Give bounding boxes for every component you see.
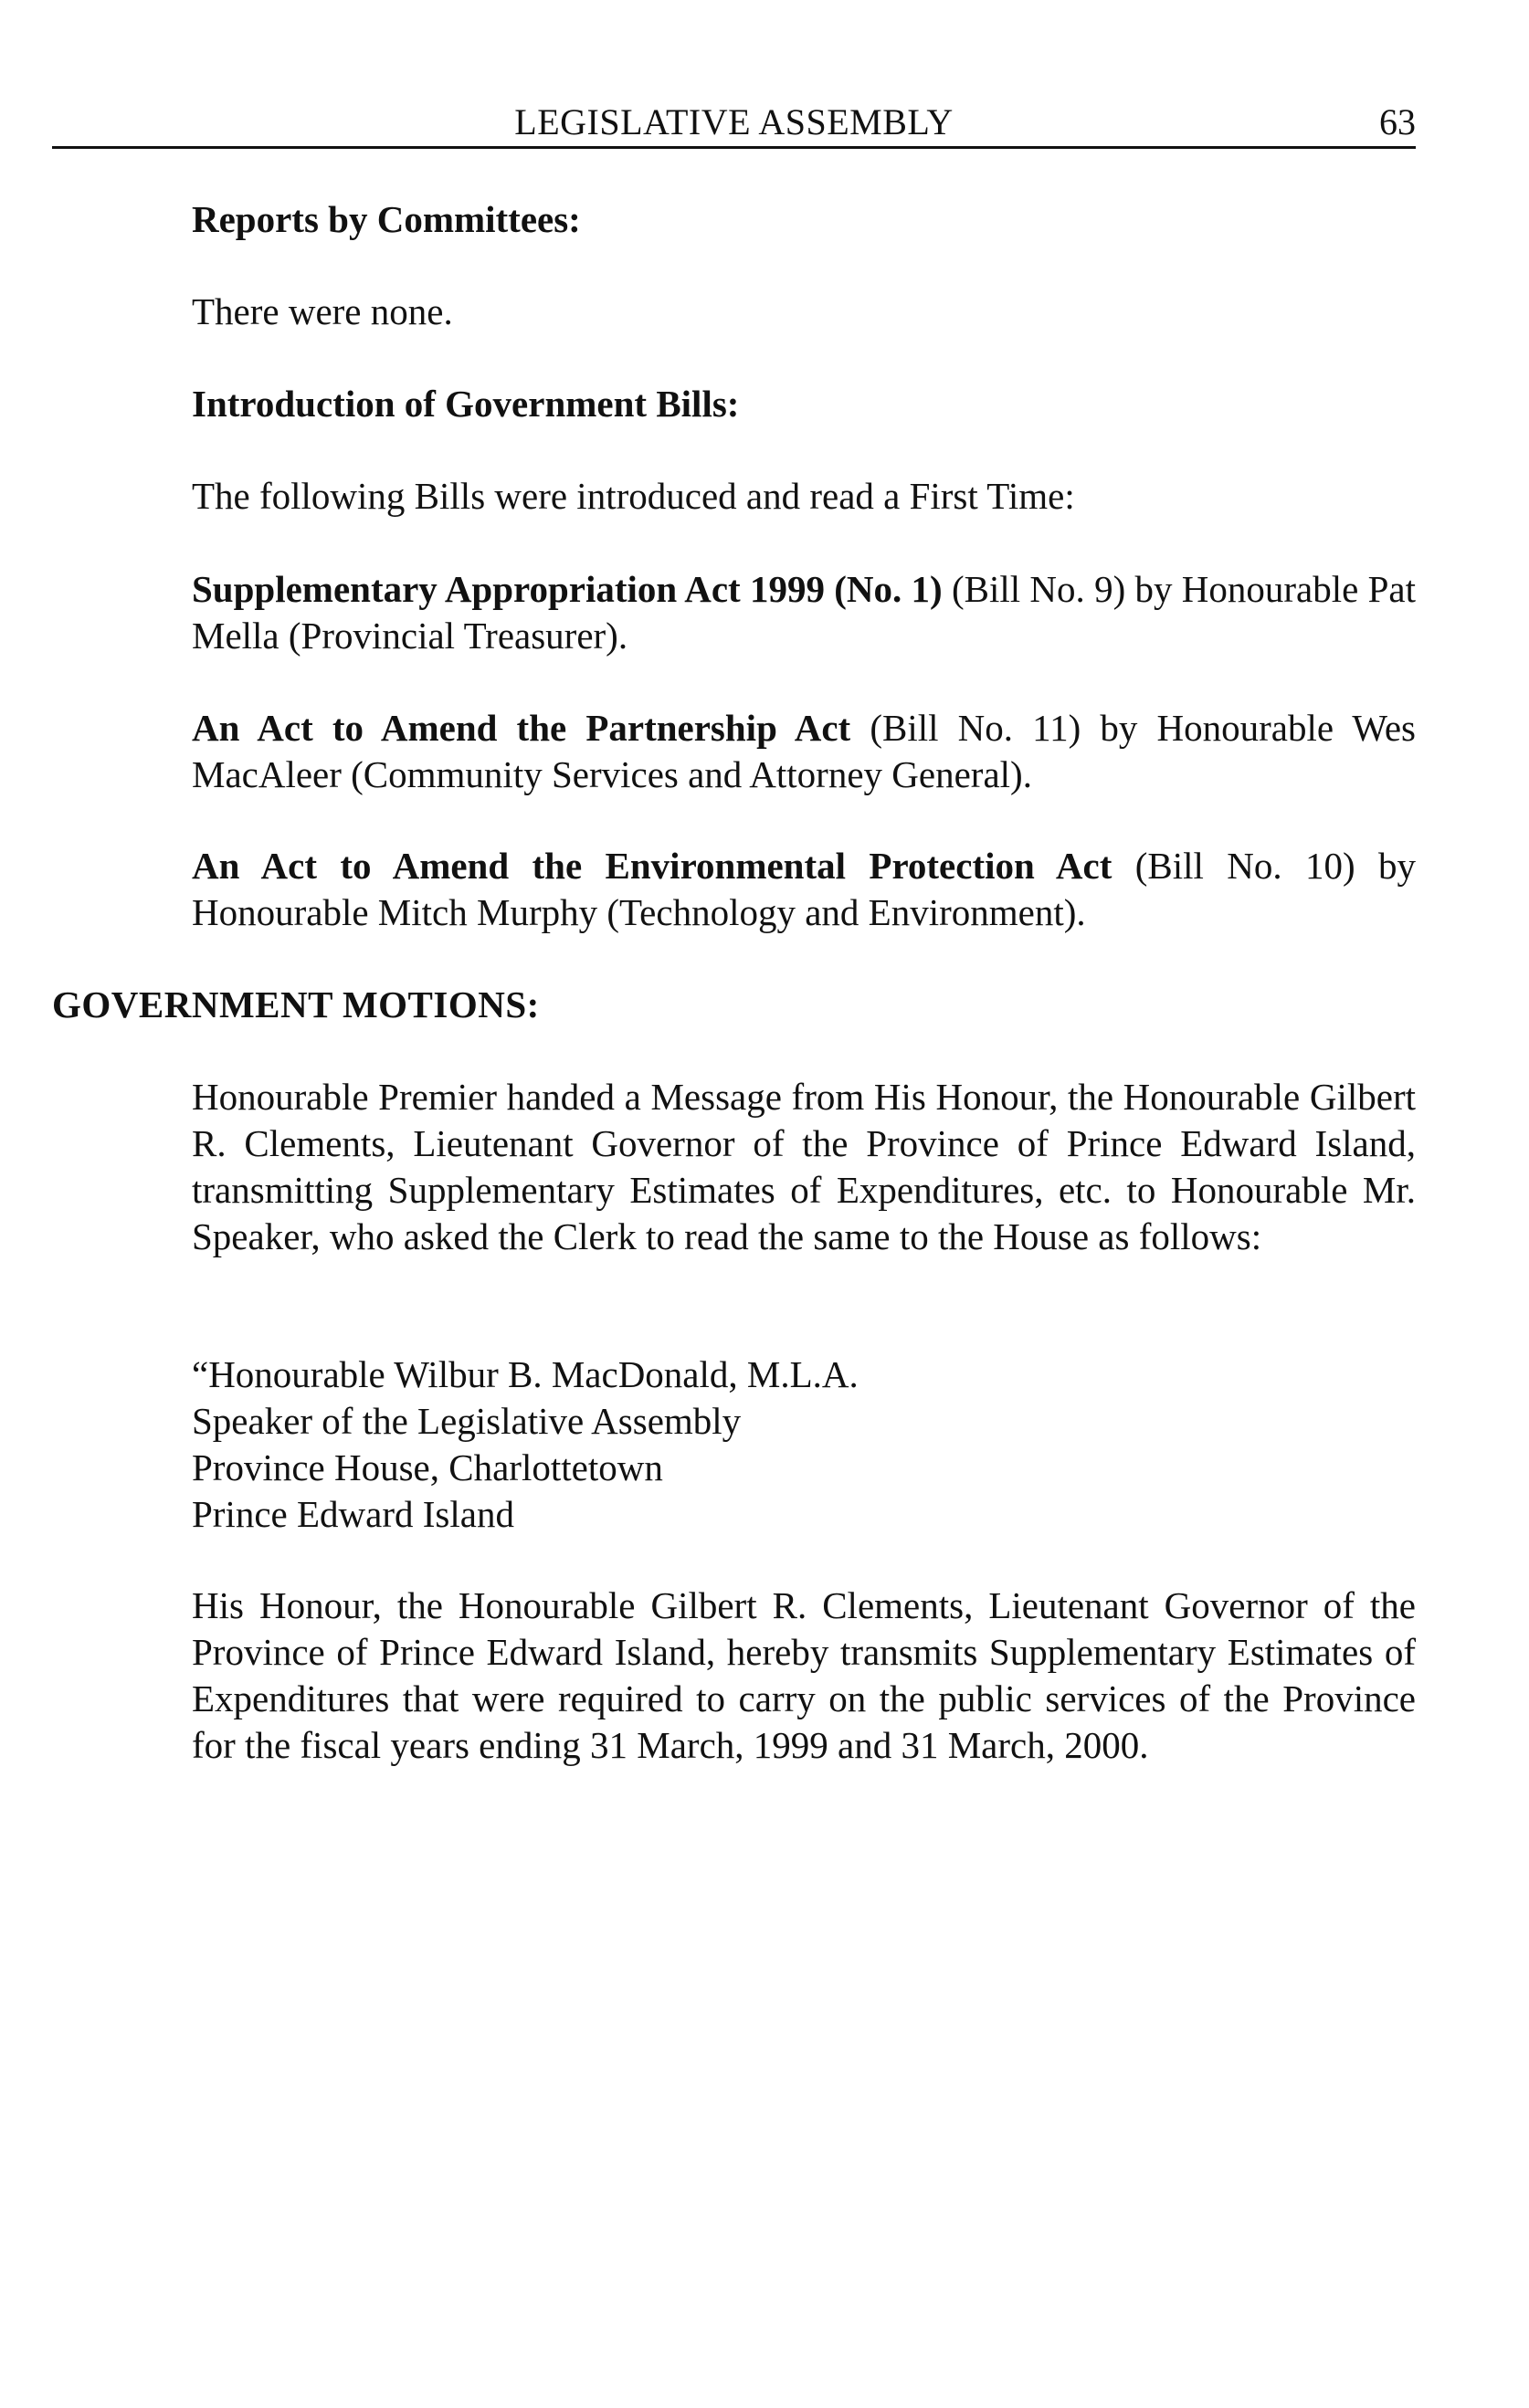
bill-details: (Bill No. 11) by Honourable Wes MacAleer (Community Services and Attorney General). bbox=[192, 707, 1416, 795]
motion-paragraph: Honourable Premier handed a Message from His Honour, the Honourable Gilbert R. Clements, Lieutenant Governor of the Province of Prince Edward Island, transmitting Supplementary Estimates of Expenditures, etc. to Honourable Mr. Speaker, who asked the Clerk to read the same to the House as follows: bbox=[192, 1076, 1416, 1257]
bill-details: (Bill No. 10) by Honourable Mitch Murphy (Technology and Environment). bbox=[192, 845, 1416, 933]
running-header bbox=[52, 95, 1416, 148]
message-paragraph: His Honour, the Honourable Gilbert R. Clements, Lieutenant Governor of the Province of Prince Edward Island, hereby transmits Supplementary Estimates of Expenditures that were required to carry on the public services of the Province for the fiscal years ending 31 March, 1999 and 31 March, 2000. bbox=[192, 1584, 1416, 1766]
running-title: LEGISLATIVE ASSEMBLY bbox=[514, 101, 954, 142]
address-line: Province House, Charlottetown bbox=[192, 1446, 663, 1488]
bill-details: (Bill No. 9) by Honourable Pat Mella (Provincial Treasurer). bbox=[192, 568, 1416, 657]
address-line: “Honourable Wilbur B. MacDonald, M.L.A. bbox=[192, 1353, 859, 1395]
header-rule bbox=[52, 146, 1416, 149]
address-line: Speaker of the Legislative Assembly bbox=[192, 1400, 742, 1442]
address-line: Prince Edward Island bbox=[192, 1493, 514, 1535]
reports-text: There were none. bbox=[192, 290, 453, 332]
page-number: 63 bbox=[1379, 101, 1416, 142]
bills-intro: The following Bills were introduced and read a First Time: bbox=[192, 475, 1075, 517]
bill-entry bbox=[192, 705, 1416, 798]
bill-entry bbox=[192, 843, 1416, 936]
reports-heading: Reports by Committees: bbox=[192, 198, 581, 240]
section-heading: GOVERNMENT MOTIONS: bbox=[52, 983, 540, 1025]
bill-title: An Act to Amend the Environmental Protection Act bbox=[192, 845, 1112, 887]
bill-entry bbox=[192, 566, 1416, 659]
address-block bbox=[192, 1351, 1416, 1538]
bill-title: Supplementary Appropriation Act 1999 (No. 1) bbox=[192, 568, 943, 610]
bills-heading: Introduction of Government Bills: bbox=[192, 383, 740, 425]
bill-title: An Act to Amend the Partnership Act bbox=[192, 707, 851, 749]
